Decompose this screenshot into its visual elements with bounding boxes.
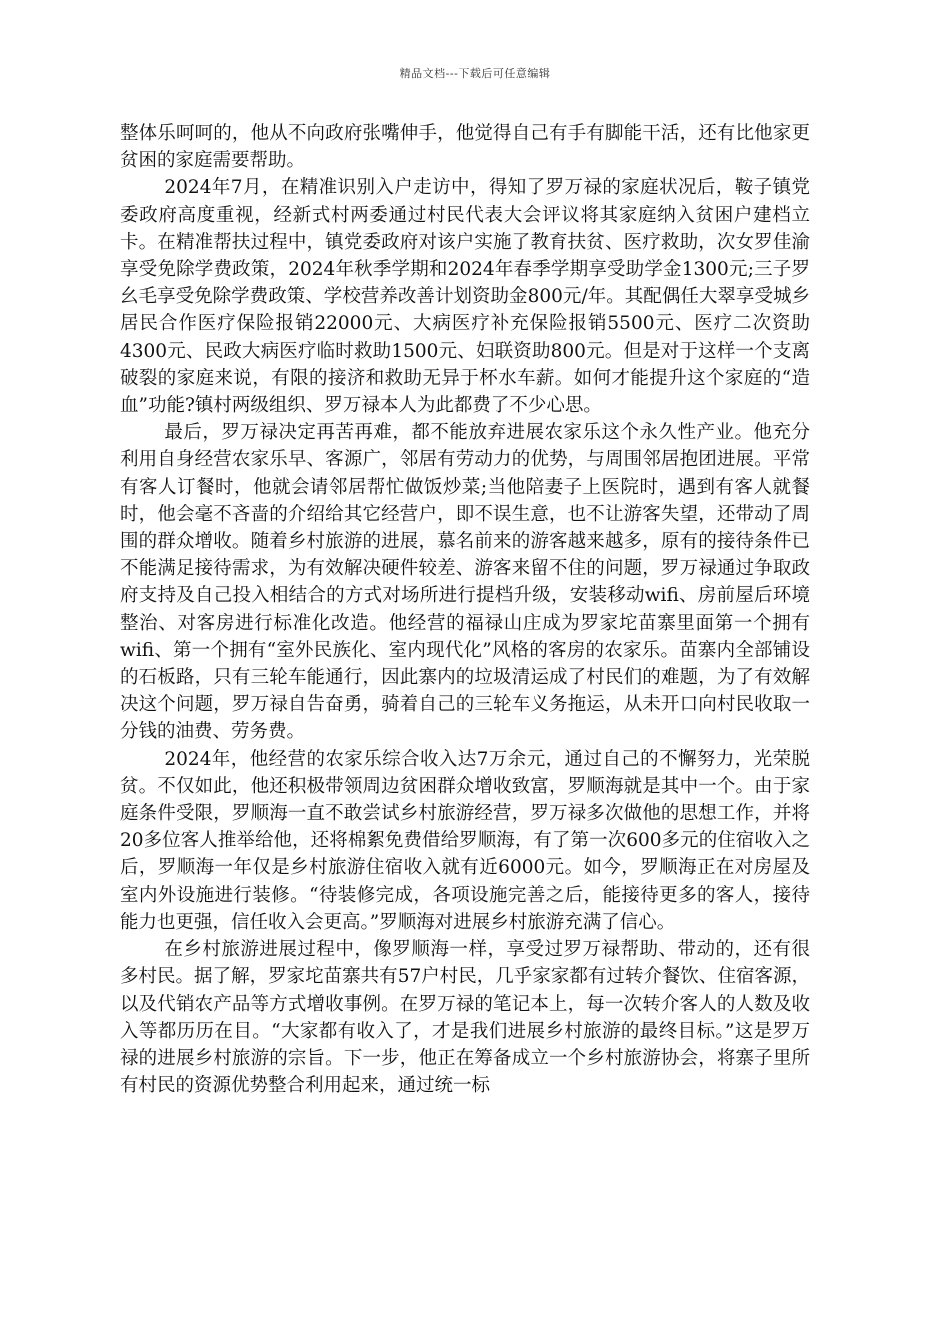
paragraph-income-growth: 2024年，他经营的农家乐综合收入达7万余元，通过自己的不懈努力，光荣脱贫。不仅如此，他还积极带领周边贫困群众增收致富，罗顺海就是其中一个。由于家庭条件受限，罗顺海一直不敢尝试乡村旅游经营，罗万禄多次做他的思想工作，并将20多位客人推举给他，还将棉絮免费借给罗顺海，有了第一次600多元的住宿收入之后，罗顺海一年仅是乡村旅游住宿收入就有近6000元。如今，罗顺海正在对房屋及室内外设施进行装修。“待装修完成，各项设施完善之后，能接待更多的客人，接待能力也更强，信任收入会更高。”罗顺海对进展乡村旅游充满了信心。 — [120, 748, 810, 933]
paragraph-village-tourism: 在乡村旅游进展过程中，像罗顺海一样，享受过罗万禄帮助、带动的，还有很多村民。据了解，罗家坨苗寨共有57户村民，几乎家家都有过转介餐饮、住宿客源，以及代销农产品等方式增收事例。在罗万禄的笔记本上，每一次转介客人的人数及收入等都历历在目。“大家都有收入了，才是我们进展乡村旅游的最终目标。”这是罗万禄的进展乡村旅游的宗旨。下一步，他正在筹备成立一个乡村旅游协会，将寨子里所有村民的资源优势整合利用起来，通过统一标 — [120, 939, 810, 1097]
document-body — [120, 120, 810, 1099]
page-header: 精品文档---下载后可任意编辑 — [399, 67, 551, 80]
paragraph-farmhouse-business: 最后，罗万禄决定再苦再难，都不能放弃进展农家乐这个永久性产业。他充分利用自身经营农家乐早、客源广，邻居有劳动力的优势，与周围邻居抱团进展。平常有客人订餐时，他就会请邻居帮忙做饭炒菜;当他陪妻子上医院时，遇到有客人就餐时，他会毫不吝啬的介绍给其它经营户，即不误生意，也不让游客失望，还带动了周围的群众增收。随着乡村旅游的进展，慕名前来的游客越来越多，原有的接待条件已不能满足接待需求，为有效解决硬件较差、游客来留不住的问题，罗万禄通过争取政府支持及自己投入相结合的方式对场所进行提档升级，安装移动wifi、房前屋后环境整治、对客房进行标准化改造。他经营的福禄山庄成为罗家坨苗寨里面第一个拥有wifi、第一个拥有“室外民族化、室内现代化”风格的客房的农家乐。苗寨内全部铺设的石板路，只有三轮车能通行，因此寨内的垃圾清运成了村民们的难题，为了有效解决这个问题，罗万禄自告奋勇，骑着自己的三轮车义务拖运，从未开口向村民收取一分钱的油费、劳务费。 — [120, 422, 810, 743]
paragraph-continuation: 整体乐呵呵的，他从不向政府张嘴伸手，他觉得自己有手有脚能干活，还有比他家更贫困的家庭需要帮助。 — [120, 123, 810, 172]
paragraph-poverty-registration: 2024年7月，在精准识别入户走访中，得知了罗万禄的家庭状况后，鞍子镇党委政府高度重视，经新式村两委通过村民代表大会评议将其家庭纳入贫困户建档立卡。在精准帮扶过程中，镇党委政府对该户实施了教育扶贫、医疗救助，次女罗佳渝享受免除学费政策，2024年秋季学期和2024年春季学期享受助学金1300元;三子罗幺毛享受免除学费政策、学校营养改善计划资助金800元/年。其配偶任大翠享受城乡居民合作医疗保险报销22000元、大病医疗补充保险报销5500元、医疗二次资助4300元、民政大病医疗临时救助1500元、妇联资助800元。但是对于这样一个支离破裂的家庭来说，有限的接济和救助无异于杯水车薪。如何才能提升这个家庭的“造血”功能?镇村两级组织、罗万禄本人为此都费了不少心思。 — [120, 177, 810, 417]
